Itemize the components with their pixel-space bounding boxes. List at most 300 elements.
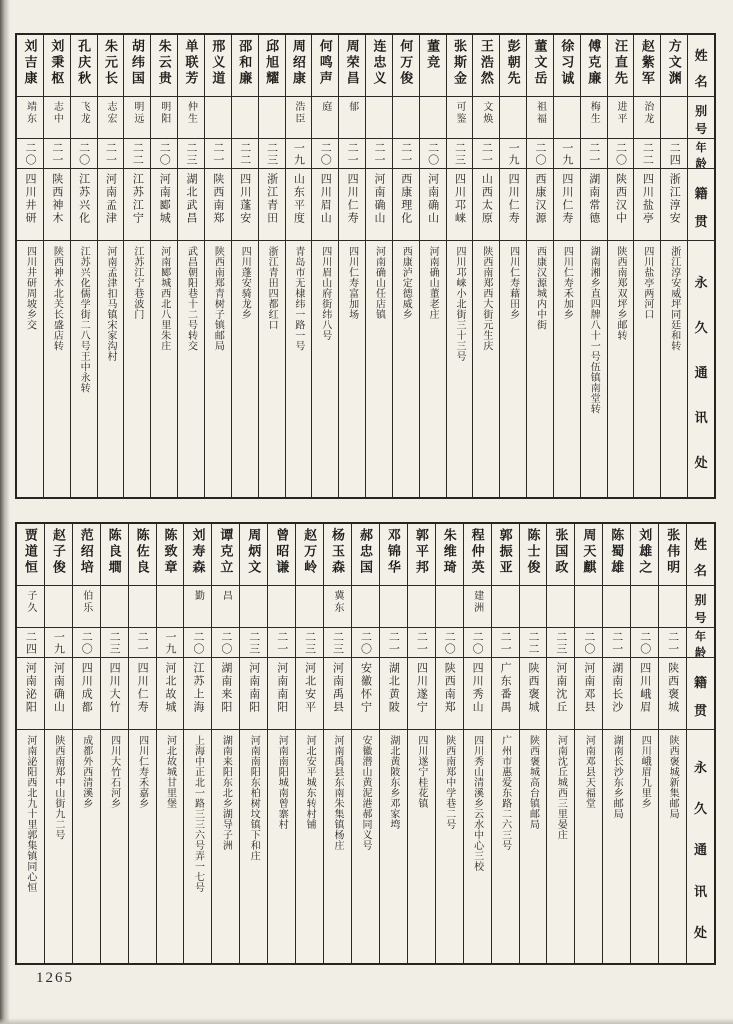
age-cell — [45, 628, 72, 658]
native-place-cell-text: 河南孟津 — [104, 173, 117, 225]
name-cell — [634, 35, 660, 97]
header-age — [687, 628, 714, 658]
age-cell-text: 二〇 — [219, 630, 232, 655]
age-cell-text: 二一 — [372, 141, 385, 166]
address-cell-text: 河南禹县东南朱集镇杨庄 — [332, 735, 344, 851]
name-cell-text: 周炳文 — [246, 528, 262, 576]
address-cell — [259, 241, 285, 497]
header-alias — [688, 97, 714, 139]
native-place-cell-text: 四川大竹 — [108, 662, 121, 714]
age-cell-text: 二〇 — [158, 141, 171, 166]
native-place-cell — [44, 169, 70, 241]
address-cell — [608, 241, 634, 497]
alias-cell — [259, 97, 285, 139]
address-cell-text: 安徽潜山黄泥港郝同义号 — [359, 735, 371, 851]
age-cell-text: 二〇 — [359, 630, 372, 655]
name-cell-text: 董竞 — [425, 39, 441, 71]
directory-entry-column — [519, 524, 547, 963]
address-cell — [205, 241, 231, 497]
native-place-cell-text: 陕西汉中 — [614, 173, 627, 225]
name-cell — [71, 35, 97, 97]
native-place-cell-text: 四川成都 — [80, 662, 93, 714]
age-cell-text: 二一 — [415, 630, 428, 655]
native-place-cell-text: 陕西南郑 — [211, 173, 224, 225]
native-place-cell-text: 河南郾城 — [158, 173, 171, 225]
name-cell-text: 杨玉森 — [330, 528, 346, 576]
alias-cell — [339, 97, 365, 139]
age-cell-text: 一九 — [507, 141, 520, 166]
age-cell — [101, 628, 128, 658]
native-place-cell — [151, 169, 177, 241]
address-cell-text: 上海中正北一路三三六号弄一七号 — [192, 735, 204, 893]
alias-cell — [286, 97, 312, 139]
address-cell-text: 四川遂宁桂花镇 — [415, 735, 427, 809]
age-cell-text: 二一 — [399, 141, 412, 166]
name-cell — [73, 524, 100, 586]
alias-cell — [420, 97, 446, 139]
native-place-cell-text: 河南南阳 — [247, 662, 260, 714]
header-char: 讯 — [694, 883, 708, 899]
age-cell — [380, 628, 407, 658]
name-cell — [324, 524, 351, 586]
directory-entry-column — [156, 524, 184, 963]
directory-entry-column — [150, 35, 177, 497]
native-place-cell-text: 浙江淳安 — [668, 173, 681, 225]
alias-cell-text: 可鉴 — [453, 101, 465, 125]
native-place-cell-text: 四川秀山 — [471, 662, 484, 714]
address-cell-text: 河南邓县天福堂 — [583, 735, 595, 809]
native-place-cell — [661, 169, 687, 241]
page-number: 1265 — [36, 970, 74, 986]
alias-cell — [324, 586, 351, 628]
address-cell — [352, 730, 379, 963]
address-cell-text: 陕西南郑双坪乡邮转 — [615, 246, 627, 341]
native-place-cell-text: 河北安平 — [303, 662, 316, 714]
name-cell — [436, 524, 463, 586]
age-cell — [286, 139, 312, 169]
directory-entry-column — [351, 524, 379, 963]
address-cell-text: 西康汉源城内中街 — [534, 246, 546, 330]
name-cell — [659, 524, 686, 586]
directory-entry-column — [17, 524, 44, 963]
native-place-cell-text: 浙江青田 — [265, 173, 278, 225]
name-cell — [492, 524, 519, 586]
age-cell — [608, 139, 634, 169]
age-cell — [240, 628, 267, 658]
header-char: 姓 — [694, 48, 708, 64]
name-cell-text: 贾道恒 — [22, 528, 38, 576]
native-place-cell — [366, 169, 392, 241]
name-cell-text: 孔庆秋 — [76, 39, 92, 87]
address-cell-text: 河南泌阳西北九十里郭集镇同心恒 — [24, 735, 36, 893]
age-cell — [268, 628, 295, 658]
name-cell-text: 陈佐良 — [134, 528, 150, 576]
address-cell-text: 四川井研周坡乡交 — [24, 246, 36, 330]
name-cell-text: 范绍培 — [78, 528, 94, 576]
name-cell-text: 徐习诚 — [559, 39, 575, 87]
native-place-cell-text: 四川蓬安 — [238, 173, 251, 225]
native-place-cell-text: 陕西褒城 — [666, 662, 679, 714]
name-cell — [473, 35, 499, 97]
alias-cell-text: 郁 — [346, 101, 358, 113]
native-place-cell — [631, 658, 658, 730]
directory-entry-column — [295, 524, 323, 963]
alias-cell-text: 庭 — [319, 101, 331, 113]
alias-cell — [500, 97, 526, 139]
age-cell-text: 二一 — [104, 141, 117, 166]
scan-bottom-edge — [0, 1018, 733, 1024]
address-cell — [393, 241, 419, 497]
name-cell — [352, 524, 379, 586]
name-cell — [44, 35, 70, 97]
address-cell-text: 河南南阳城南曾寨村 — [276, 735, 288, 830]
name-cell-text: 胡纬国 — [129, 39, 145, 87]
scan-gutter-shadow — [0, 0, 10, 1024]
name-cell — [259, 35, 285, 97]
name-cell-text: 陈良墹 — [106, 528, 122, 576]
directory-entry-column — [204, 35, 231, 497]
header-name — [688, 35, 714, 97]
age-cell — [473, 139, 499, 169]
alias-cell — [661, 97, 687, 139]
alias-cell — [157, 586, 184, 628]
name-cell — [151, 35, 177, 97]
native-place-cell — [17, 169, 43, 241]
native-place-cell-text: 陕西褒城 — [527, 662, 539, 714]
directory-entry-column — [100, 524, 128, 963]
age-cell — [184, 628, 211, 658]
native-place-cell — [420, 169, 446, 241]
address-cell-text: 成都外西清溪乡 — [80, 735, 92, 809]
header-age — [688, 139, 714, 169]
address-cell — [212, 730, 239, 963]
name-cell-text: 张伟明 — [665, 528, 681, 576]
native-place-cell — [184, 658, 211, 730]
name-cell — [420, 35, 446, 97]
address-cell-text: 四川盐亭两河口 — [641, 246, 653, 320]
name-cell-text: 朱维琦 — [441, 528, 457, 576]
native-place-cell — [634, 169, 660, 241]
address-cell-text: 四川眉山府街纬八号 — [319, 246, 331, 341]
name-cell-text: 刘雄之 — [637, 528, 653, 576]
native-place-cell — [393, 169, 419, 241]
address-cell — [527, 241, 553, 497]
header-name — [687, 524, 714, 586]
address-cell-text: 河南沈丘城西三里晏庄 — [555, 735, 567, 840]
address-cell-text: 广州市惠爱东路二六三号 — [499, 735, 511, 851]
alias-cell — [634, 97, 660, 139]
alias-cell-text: 志宏 — [105, 101, 117, 125]
name-cell — [129, 524, 156, 586]
native-place-cell-text: 河南禹县 — [331, 662, 344, 714]
name-cell — [554, 35, 580, 97]
native-place-cell-text: 河南确山 — [372, 173, 385, 225]
directory-entry-column — [392, 35, 419, 497]
age-cell-text: 二一 — [666, 630, 679, 655]
age-cell — [436, 628, 463, 658]
alias-cell — [393, 97, 419, 139]
address-cell — [661, 241, 687, 497]
address-cell-text: 陕西南郑中学巷二号 — [443, 735, 455, 830]
native-place-cell — [527, 169, 553, 241]
native-place-cell-text: 河南确山 — [426, 173, 439, 225]
directory-entry-column — [128, 524, 156, 963]
header-native — [688, 169, 714, 241]
alias-cell — [352, 586, 379, 628]
alias-cell — [151, 97, 177, 139]
directory-entry-column — [630, 524, 658, 963]
name-cell-text: 何鸣声 — [317, 39, 333, 87]
native-place-cell — [268, 658, 295, 730]
age-cell-text: 二一 — [480, 141, 493, 166]
age-cell — [205, 139, 231, 169]
address-cell — [312, 241, 338, 497]
alias-cell-text: 飞龙 — [78, 101, 90, 125]
address-cell-text: 河北故城甘里堡 — [164, 735, 176, 809]
alias-cell-text: 伯乐 — [80, 590, 92, 614]
directory-entry-column — [211, 524, 239, 963]
age-cell-text: 二〇 — [638, 630, 651, 655]
name-cell-text: 郭振亚 — [497, 528, 513, 576]
address-cell — [151, 241, 177, 497]
age-cell-text: 二二 — [131, 141, 144, 166]
name-cell-text: 傅克廉 — [586, 39, 602, 87]
directory-entry-column — [419, 35, 446, 497]
name-cell — [45, 524, 72, 586]
age-cell-text: 二四 — [668, 141, 681, 166]
name-cell-text: 邢义道 — [210, 39, 226, 87]
address-cell-text: 陕西褒城新集邮局 — [667, 735, 679, 819]
address-cell-text: 四川峨眉九里乡 — [639, 735, 651, 809]
age-cell — [339, 139, 365, 169]
name-cell — [98, 35, 124, 97]
age-cell — [151, 139, 177, 169]
header-char: 姓 — [694, 537, 708, 553]
address-cell-text: 河南孟津扣马镇宋家沟村 — [105, 246, 117, 362]
name-cell — [581, 35, 607, 97]
directory-table-lower — [15, 522, 716, 965]
age-cell-text: 二一 — [50, 141, 63, 166]
native-place-cell — [473, 169, 499, 241]
name-cell-text: 刘吉康 — [22, 39, 38, 87]
name-cell — [520, 524, 547, 586]
address-cell-text: 江苏江宁巷波门 — [131, 246, 143, 320]
age-cell-text: 一九 — [52, 630, 65, 655]
native-place-cell-text: 西康理化 — [399, 173, 412, 225]
name-cell-text: 陈蜀雄 — [609, 528, 625, 576]
directory-entry-column — [323, 524, 351, 963]
address-cell — [547, 730, 574, 963]
address-cell — [71, 241, 97, 497]
age-cell-text: 二〇 — [443, 630, 456, 655]
name-cell-text: 赵子俊 — [50, 528, 66, 576]
directory-entry-column — [546, 524, 574, 963]
address-cell — [296, 730, 323, 963]
address-cell — [408, 730, 435, 963]
alias-cell — [447, 97, 473, 139]
directory-entry-column — [446, 35, 473, 497]
native-place-cell-text: 河南邓县 — [582, 662, 595, 714]
alias-cell — [631, 586, 658, 628]
native-place-cell-text: 四川邛崃 — [453, 173, 466, 225]
name-cell — [184, 524, 211, 586]
name-cell-text: 周天麒 — [581, 528, 597, 576]
name-cell — [603, 524, 630, 586]
header-char: 籍 — [694, 674, 708, 690]
address-cell-text: 河北安平城东转村铺 — [304, 735, 316, 830]
alias-cell — [17, 586, 44, 628]
directory-entry-column — [491, 524, 519, 963]
address-cell — [447, 241, 473, 497]
age-cell — [500, 139, 526, 169]
native-place-cell — [296, 658, 323, 730]
alias-cell — [232, 97, 258, 139]
name-cell-text: 王浩然 — [478, 39, 494, 87]
age-cell-text: 一九 — [164, 630, 177, 655]
name-cell — [157, 524, 184, 586]
address-cell — [520, 730, 547, 963]
age-cell — [464, 628, 491, 658]
name-cell-text: 周绍康 — [290, 39, 306, 87]
alias-cell-text: 子久 — [24, 590, 36, 614]
alias-cell — [44, 97, 70, 139]
address-cell — [101, 730, 128, 963]
directory-entry-column — [258, 35, 285, 497]
native-place-cell — [408, 658, 435, 730]
header-address — [687, 730, 714, 963]
native-place-cell — [603, 658, 630, 730]
header-alias — [687, 586, 714, 628]
native-place-cell — [129, 658, 156, 730]
native-place-cell — [492, 658, 519, 730]
directory-entry-column — [17, 35, 43, 497]
alias-cell — [520, 586, 547, 628]
alias-cell — [547, 586, 574, 628]
age-cell — [232, 139, 258, 169]
age-cell-text: 二一 — [610, 630, 623, 655]
age-cell-text: 二〇 — [319, 141, 332, 166]
native-place-cell-text: 四川仁寿 — [560, 173, 573, 225]
directory-entry-column — [379, 524, 407, 963]
name-cell-text: 连忠义 — [371, 39, 387, 87]
name-cell-text: 曾昭谦 — [274, 528, 290, 576]
native-place-cell-text: 四川眉山 — [319, 173, 332, 225]
address-cell-text: 四川秀山清溪乡云水中心三校 — [471, 735, 483, 872]
native-place-cell — [124, 169, 150, 241]
native-place-cell-text: 四川遂宁 — [415, 662, 428, 714]
native-place-cell — [17, 658, 44, 730]
directory-entry-column — [607, 35, 634, 497]
native-place-cell-text: 江苏上海 — [191, 662, 204, 714]
name-cell-text: 谭克立 — [218, 528, 234, 576]
native-place-cell — [608, 169, 634, 241]
address-cell — [240, 730, 267, 963]
address-cell — [184, 730, 211, 963]
age-cell-text: 二三 — [265, 141, 278, 166]
alias-cell — [101, 586, 128, 628]
age-cell-text: 二〇 — [471, 630, 484, 655]
age-cell-text: 二三 — [185, 141, 198, 166]
table-header-column — [687, 35, 714, 497]
header-char: 久 — [694, 320, 708, 335]
name-cell-text: 单联芳 — [183, 39, 199, 87]
directory-entry-column — [463, 524, 491, 963]
native-place-cell-text: 四川峨眉 — [638, 662, 651, 714]
age-cell — [259, 139, 285, 169]
age-cell-text: 二二 — [527, 630, 539, 655]
age-cell — [17, 628, 44, 658]
alias-cell-text: 仲生 — [185, 101, 197, 125]
age-cell-text: 二一 — [211, 141, 224, 166]
directory-entry-column — [97, 35, 124, 497]
native-place-cell-text: 湖北黄陂 — [387, 662, 400, 714]
header-char: 处 — [694, 924, 708, 940]
age-cell-text: 二三 — [554, 630, 567, 655]
directory-entry-column — [338, 35, 365, 497]
alias-cell — [408, 586, 435, 628]
directory-entry-column — [574, 524, 602, 963]
name-cell-text: 程仲英 — [469, 528, 485, 576]
directory-entry-column — [499, 35, 526, 497]
header-char: 贯 — [694, 703, 708, 719]
header-char: 龄 — [695, 647, 707, 658]
name-cell — [101, 524, 128, 586]
name-cell-text: 何万俊 — [398, 39, 414, 87]
header-char: 年 — [695, 142, 707, 154]
address-cell — [473, 241, 499, 497]
address-cell — [324, 730, 351, 963]
directory-entry-column — [44, 524, 72, 963]
header-char: 别 — [694, 593, 707, 607]
name-cell-text: 赵万岭 — [302, 528, 318, 576]
header-address — [688, 241, 714, 497]
address-cell-text: 西康泸定德威乡 — [400, 246, 412, 320]
directory-entry-column — [231, 35, 258, 497]
age-cell — [324, 628, 351, 658]
alias-cell — [45, 586, 72, 628]
directory-entry-column — [183, 524, 211, 963]
name-cell — [124, 35, 150, 97]
native-place-cell — [575, 658, 602, 730]
name-cell-text: 邓锦华 — [385, 528, 401, 576]
age-cell-text: 二三 — [331, 630, 344, 655]
address-cell-text: 四川邛崃小北街三十三号 — [453, 246, 465, 362]
alias-cell — [608, 97, 634, 139]
age-cell — [71, 139, 97, 169]
name-cell — [380, 524, 407, 586]
native-place-cell-text: 江苏兴化 — [77, 173, 90, 225]
alias-cell-text: 治龙 — [641, 101, 653, 125]
name-cell-text: 汪直先 — [613, 39, 629, 87]
header-char: 名 — [694, 73, 708, 89]
native-place-cell-text: 河南沈丘 — [554, 662, 567, 714]
name-cell — [296, 524, 323, 586]
name-cell — [339, 35, 365, 97]
age-cell — [296, 628, 323, 658]
alias-cell — [575, 586, 602, 628]
native-place-cell — [554, 169, 580, 241]
age-cell — [212, 628, 239, 658]
age-cell — [554, 139, 580, 169]
header-char: 年 — [695, 631, 707, 643]
directory-entry-column — [239, 524, 267, 963]
age-cell — [581, 139, 607, 169]
age-cell — [408, 628, 435, 658]
native-place-cell — [178, 169, 204, 241]
header-char: 号 — [694, 611, 707, 625]
native-place-cell-text: 四川仁寿 — [346, 173, 359, 225]
address-cell-text: 陕西南郑青树子镇邮局 — [212, 246, 224, 351]
